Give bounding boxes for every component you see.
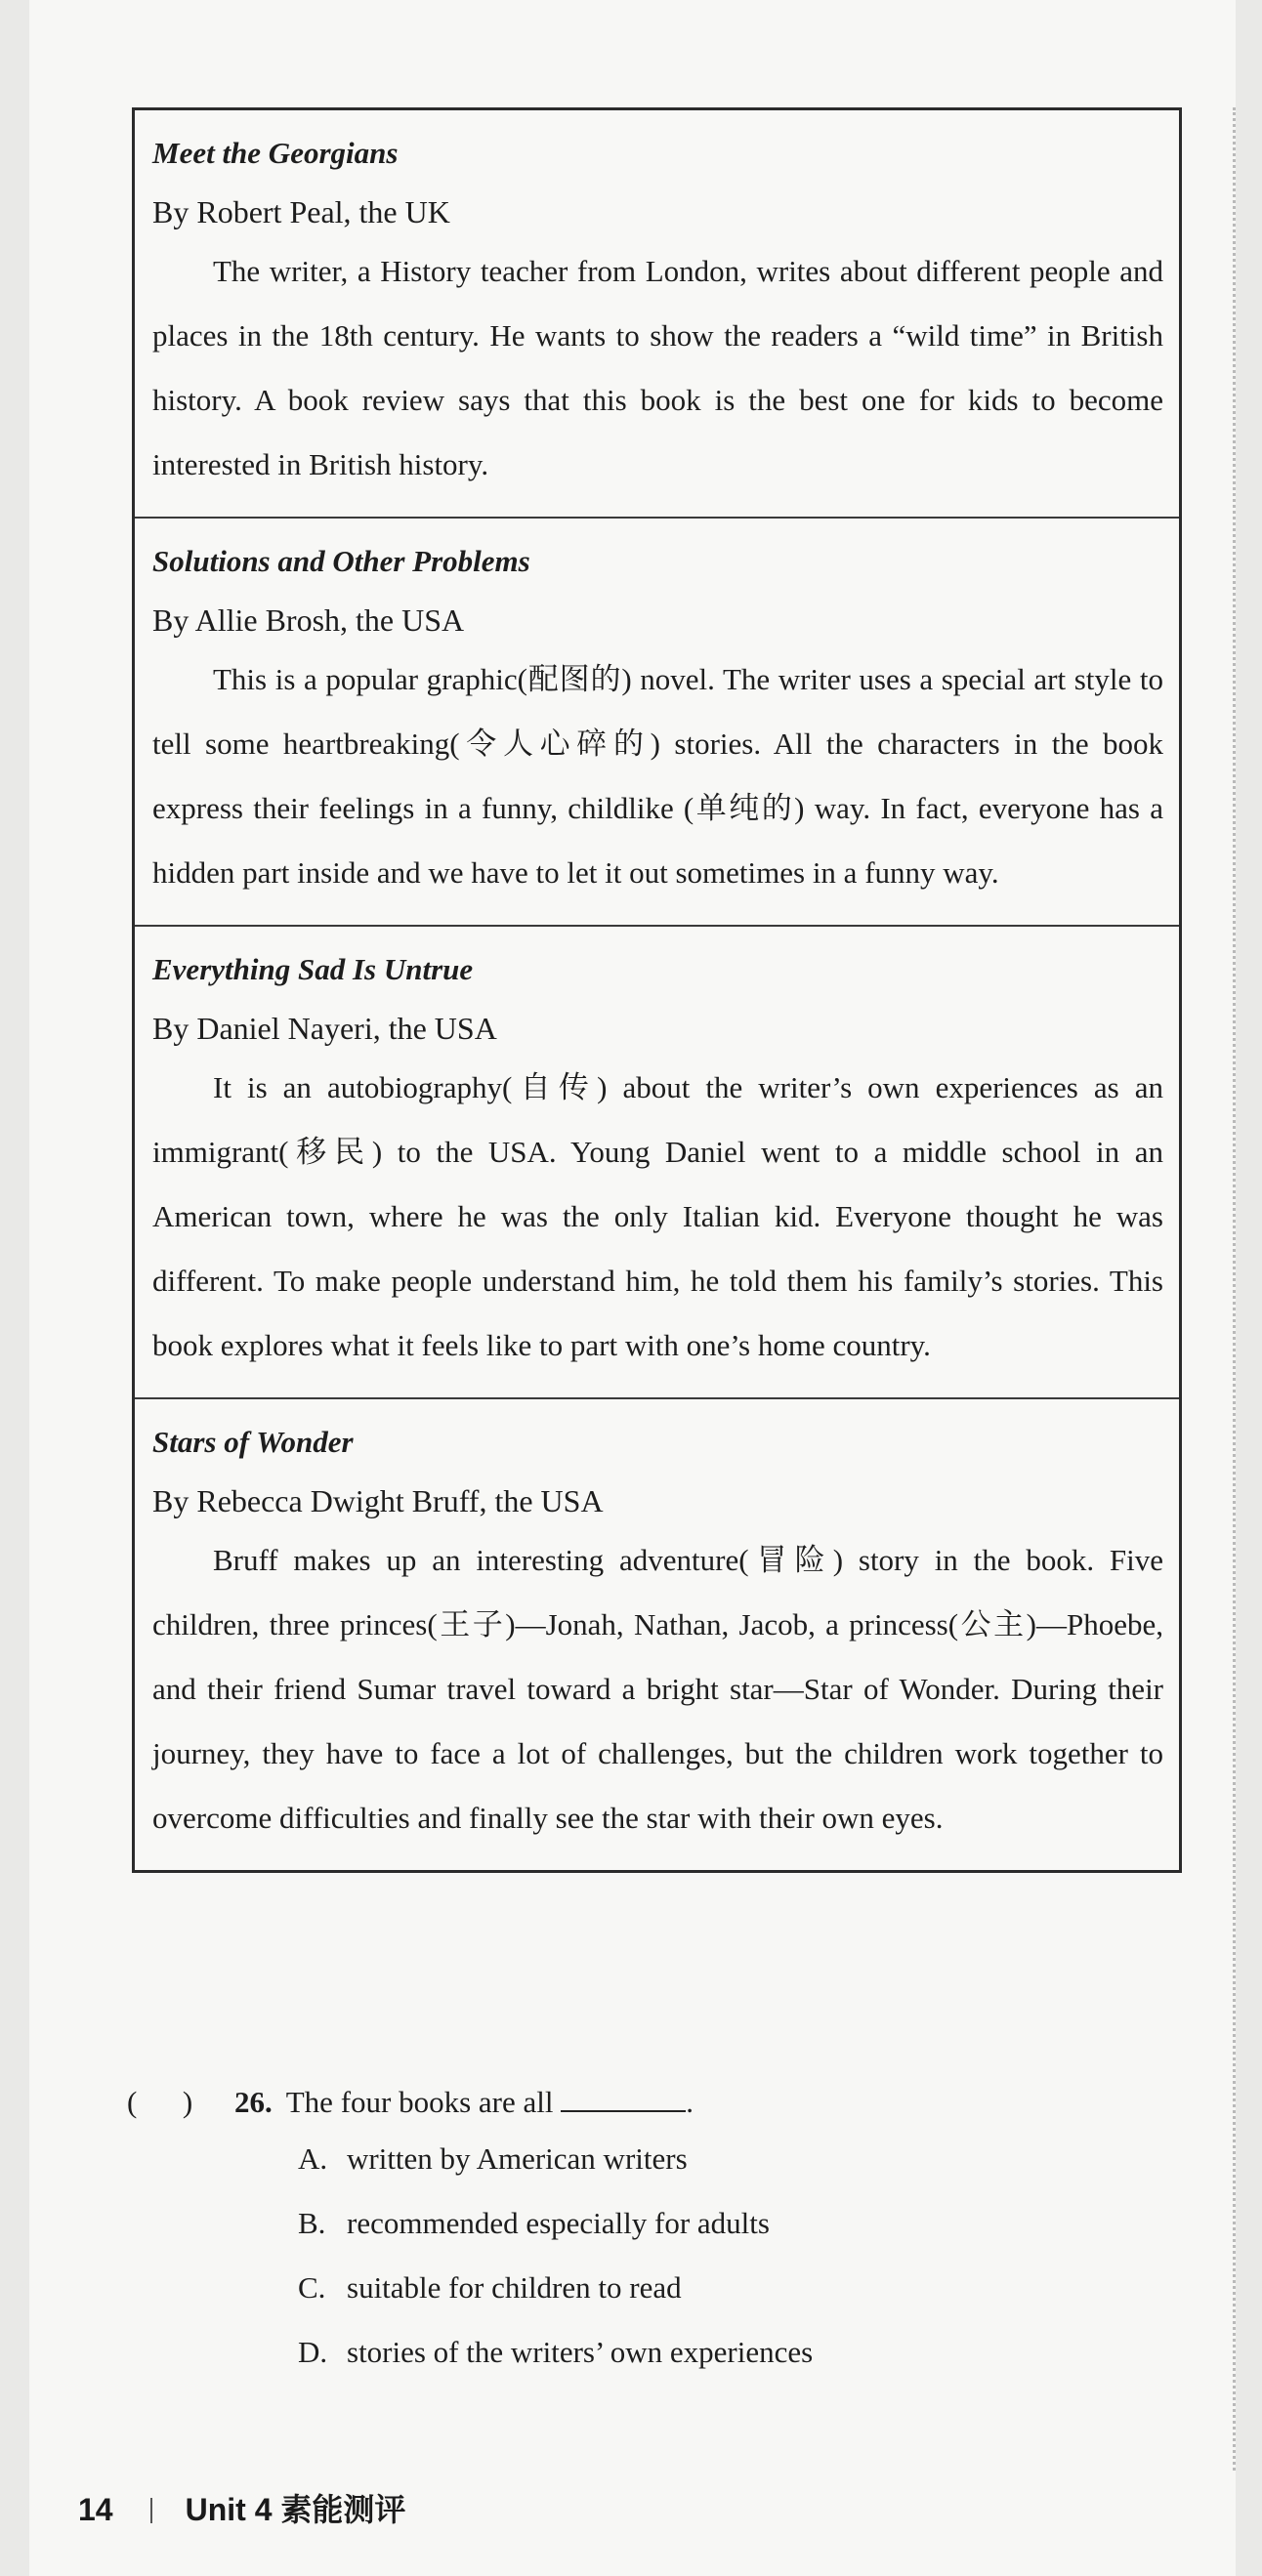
book-description: Bruff makes up an interesting adventure(冒险) story in the book. Five children, three princes(王子)—Jonah, Nathan, Jacob, a princess(公主)—Phoebe, and their friend Sumar travel toward a bright star—Star of Wonder. During their journey, they have to face a lot of challenges, but the children work together to overcome difficulties and finally see the star with their own eyes. bbox=[152, 1543, 1163, 1835]
book-description: It is an autobiography(自传) about the writer’s own experiences as an immigrant(移民) to the USA. Young Daniel went to a middle school in an American town, where he was the only Italian kid. Everyone thought he was different. To make people understand him, he told them his family’s stories. This book explores what it feels like to part with one’s home country. bbox=[152, 1070, 1163, 1362]
option-d[interactable] bbox=[298, 2320, 1182, 2385]
book-title: Stars of Wonder bbox=[152, 1425, 354, 1459]
book-author: By Rebecca Dwight Bruff, the USA bbox=[152, 1483, 604, 1518]
book-author: By Daniel Nayeri, the USA bbox=[152, 1011, 497, 1046]
question-text: The four books are all bbox=[285, 2085, 554, 2119]
question-number: 26. bbox=[234, 2085, 273, 2119]
option-letter: A. bbox=[298, 2141, 328, 2176]
question-26 bbox=[127, 2078, 1182, 2385]
book-table bbox=[132, 107, 1182, 1873]
page-number: 14 bbox=[78, 2492, 113, 2527]
book-title: Meet the Georgians bbox=[152, 136, 399, 170]
option-text: recommended especially for adults bbox=[347, 2206, 770, 2240]
option-letter: D. bbox=[298, 2335, 328, 2369]
option-letter: B. bbox=[298, 2206, 326, 2240]
option-text: suitable for children to read bbox=[347, 2270, 682, 2305]
book-description: This is a popular graphic(配图的) novel. The writer uses a special art style to tell some heartbreaking(令人心碎的) stories. All the characters in the book express their feelings in a funny, childlike (单纯的) way. In fact, everyone has a hidden part inside and we have to let it out sometimes in a funny way. bbox=[152, 662, 1163, 890]
book-author: By Robert Peal, the UK bbox=[152, 194, 450, 229]
book-title: Everything Sad Is Untrue bbox=[152, 952, 474, 986]
binding-edge bbox=[1233, 107, 1236, 2471]
option-text: stories of the writers’ own experiences bbox=[347, 2335, 814, 2369]
book-entry bbox=[135, 1399, 1179, 1870]
book-entry bbox=[135, 110, 1179, 519]
book-entry bbox=[135, 927, 1179, 1399]
question-end: . bbox=[686, 2085, 694, 2119]
unit-title: Unit 4 素能测评 bbox=[185, 2492, 406, 2527]
answer-bracket[interactable]: ( ) bbox=[127, 2085, 193, 2119]
option-a[interactable] bbox=[298, 2127, 1182, 2191]
question-stem bbox=[127, 2078, 1182, 2127]
answer-blank bbox=[561, 2081, 686, 2112]
option-letter: C. bbox=[298, 2270, 326, 2305]
book-title: Solutions and Other Problems bbox=[152, 544, 530, 578]
option-c[interactable] bbox=[298, 2256, 1182, 2320]
option-text: written by American writers bbox=[347, 2141, 688, 2176]
book-entry bbox=[135, 519, 1179, 927]
footer-divider bbox=[150, 2498, 152, 2523]
option-b[interactable] bbox=[298, 2191, 1182, 2256]
book-description: The writer, a History teacher from London, writes about different people and places in the 18th century. He wants to show the readers a “wild time” in British history. A book review says that this book is the best one for kids to become interested in British history. bbox=[152, 254, 1163, 481]
book-author: By Allie Brosh, the USA bbox=[152, 602, 465, 638]
page-footer bbox=[78, 2490, 405, 2529]
